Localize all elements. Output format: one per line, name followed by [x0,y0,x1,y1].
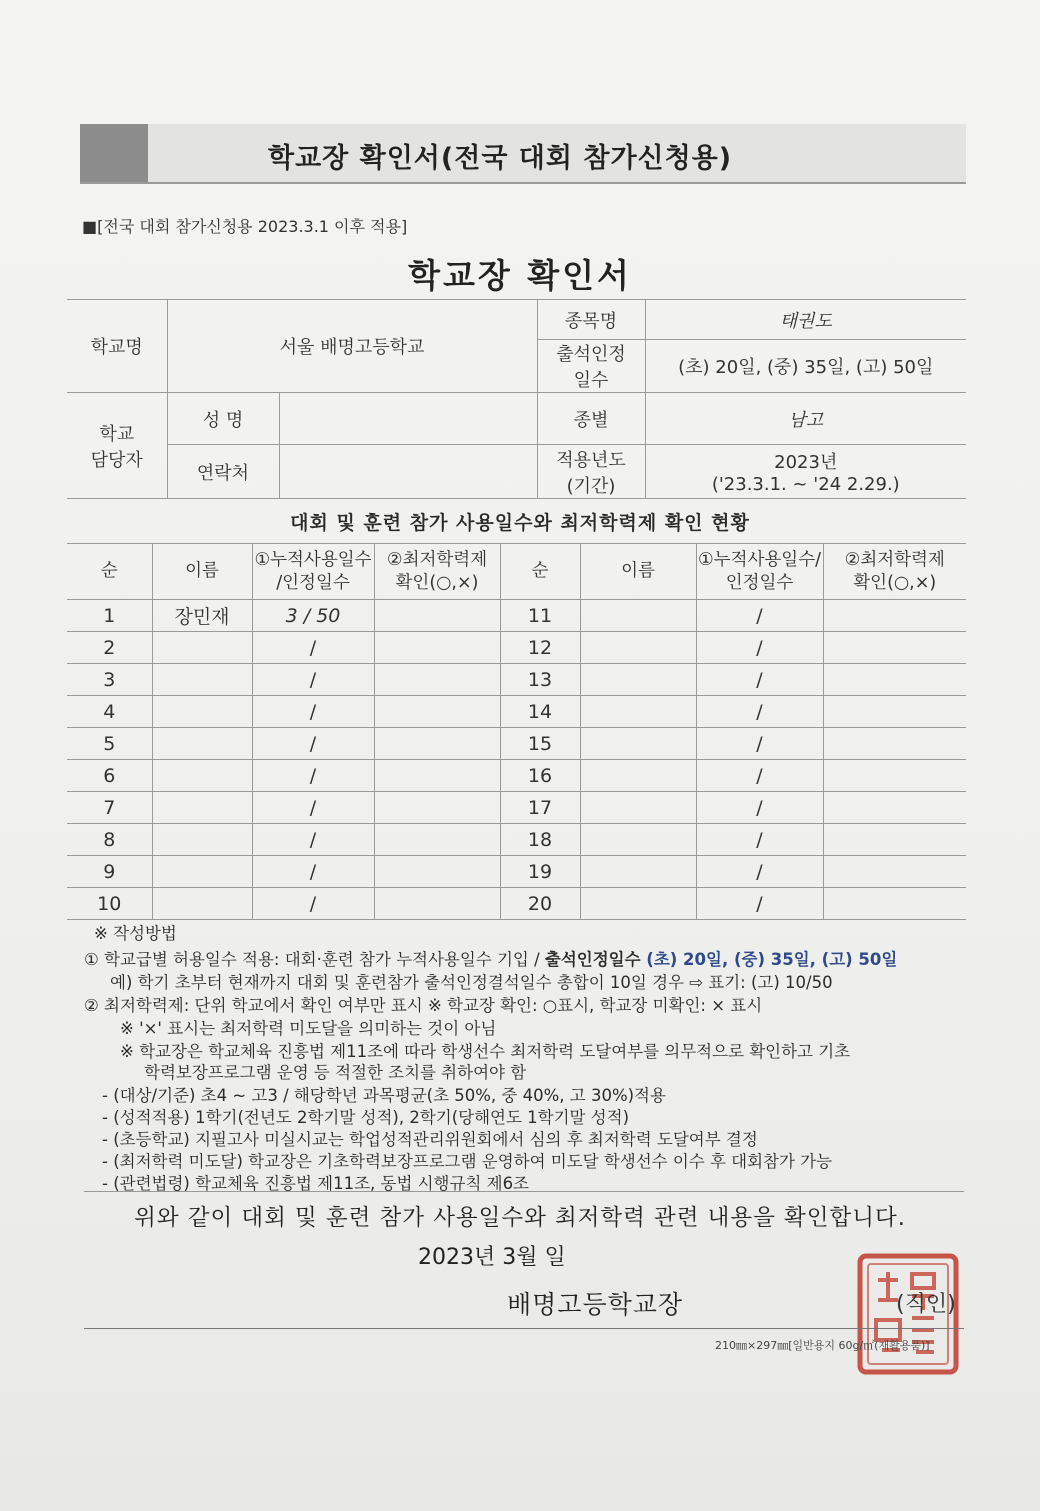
row-min-cell [374,728,500,760]
row-min-cell [374,600,500,632]
row-name-cell [580,696,696,728]
row-name-cell [152,792,252,824]
row-min-cell [823,664,966,696]
row-name-cell [580,792,696,824]
row-no-cell: 9 [67,856,152,888]
form-prefix: ■[전국 대회 참가신청용 2023.3.1 이후 적용] [82,217,408,236]
page-title: 학교장 확인서 [408,256,632,295]
row-min-cell [823,632,966,664]
attendance-label-line1: 출석인정 [556,344,626,365]
note-6: 학력보장프로그램 운영 등 적절한 조치를 취하여야 함 [144,1063,527,1082]
row-no-cell: 12 [500,632,580,664]
row-min-cell [374,760,500,792]
note-1-blue: (초) 20일, (중) 35일, (고) 50일 [640,950,898,969]
row-days-cell: / [696,888,823,920]
name-label: 성 명 [167,393,279,445]
table-row [67,728,966,760]
note-5: ※ 학교장은 학교체육 진흥법 제11조에 따라 학생선수 최저학력 도달여부를 의무적으로 확인하고 기초 [120,1042,851,1061]
row-days-cell: / [252,696,374,728]
year-value-line2: ('23.3.1. ~ '24 2.29.) [711,474,900,495]
row-name-cell [580,728,696,760]
row-days-cell: 3 / 50 [252,600,374,632]
row-name-cell [580,760,696,792]
attendance-body [67,600,966,920]
row-no-cell: 15 [500,728,580,760]
header-days-right-line2: 인정일수 [725,572,794,593]
school-value: 서울 배명고등학교 [167,300,537,393]
row-name-cell [152,696,252,728]
header-name-left: 이름 [152,544,252,600]
row-min-cell [823,792,966,824]
row-min-cell [823,600,966,632]
paper-spec: 210㎜×297㎜[일반용지 60g/㎡(재활용품)] [715,1339,930,1352]
row-days-cell: / [696,632,823,664]
table-row [67,792,966,824]
manager-label [67,393,167,499]
table-row [67,696,966,728]
row-days-cell: / [696,728,823,760]
header-min-left-line2: 확인(○,×) [395,572,479,593]
row-no-cell: 20 [500,888,580,920]
row-min-cell [374,792,500,824]
table-row [67,632,966,664]
year-label [537,445,645,499]
attendance-table [67,543,966,920]
row-name-cell [152,728,252,760]
row-days-cell: / [696,856,823,888]
row-no-cell: 11 [500,600,580,632]
row-no-cell: 17 [500,792,580,824]
note-9: - (초등학교) 지필고사 미실시교는 학업성적관리위원회에서 심의 후 최저학력 도달여부 결정 [102,1130,758,1149]
row-name-cell [152,856,252,888]
row-min-cell [823,888,966,920]
row-name-cell: 장민재 [152,600,252,632]
header-days-right [696,544,823,600]
manager-label-line1: 학교 [99,423,135,445]
row-no-cell: 19 [500,856,580,888]
section-title: 대회 및 훈련 참가 사용일수와 최저학력제 확인 현황 [290,512,750,534]
attendance-label-line2: 일수 [573,370,609,391]
info-table [67,299,966,499]
header-band [80,124,966,184]
row-name-cell [152,632,252,664]
row-days-cell: / [696,664,823,696]
principal-name: 배명고등학교장 [507,1290,684,1319]
row-no-cell: 14 [500,696,580,728]
table-row [67,856,966,888]
header-days-right-line1: ①누적사용일수/ [697,549,821,570]
table-row [67,600,966,632]
contact-label: 연락처 [167,445,279,499]
row-no-cell: 13 [500,664,580,696]
row-no-cell: 10 [67,888,152,920]
header-min-left [374,544,500,600]
row-min-cell [374,888,500,920]
footer-divider [84,1328,964,1329]
header-no-right: 순 [500,544,580,600]
row-days-cell: / [252,824,374,856]
row-no-cell: 8 [67,824,152,856]
row-days-cell: / [252,664,374,696]
note-3: ② 최저학력제: 단위 학교에서 확인 여부만 표시 ※ 학교장 확인: ○표시, 학교장 미확인: × 표시 [84,996,763,1015]
row-no-cell: 3 [67,664,152,696]
row-no-cell: 4 [67,696,152,728]
note-1 [84,946,897,970]
note-8: - (성적적용) 1학기(전년도 2학기말 성적), 2학기(당해연도 1학기말 성적) [102,1108,630,1127]
header-min-left-line1: ②최저학력제 [386,549,488,570]
header-block [80,124,148,182]
row-name-cell [152,760,252,792]
note-1-text: ① 학교급별 허용일수 적용: 대회·훈련 참가 누적사용일수 기입 / [84,950,545,969]
row-min-cell [823,824,966,856]
note-2: 예) 학기 초부터 현재까지 대회 및 훈련참가 출석인정결석일수 총합이 10일 경우 ⇨ 표기: (고) 10/50 [110,973,833,992]
row-name-cell [580,856,696,888]
row-days-cell: / [252,632,374,664]
row-days-cell: / [696,696,823,728]
row-min-cell [374,824,500,856]
row-min-cell [374,856,500,888]
row-min-cell [823,728,966,760]
row-name-cell [152,824,252,856]
table-row [67,664,966,696]
header-name-right: 이름 [580,544,696,600]
row-no-cell: 6 [67,760,152,792]
table-row [67,760,966,792]
row-name-cell [580,888,696,920]
row-min-cell [823,856,966,888]
year-value [645,445,966,499]
notes-heading: ※ 작성방법 [94,924,177,943]
note-7: - (대상/기준) 초4 ~ 고3 / 해당학년 과목평균(초 50%, 중 40%, 고 30%)적용 [102,1086,666,1105]
header-days-left-line2: /인정일수 [276,572,350,593]
row-name-cell [580,824,696,856]
row-no-cell: 2 [67,632,152,664]
note-11: - (관련법령) 학교체육 진흥법 제11조, 동법 시행규칙 제6조 [102,1174,529,1193]
note-10: - (최저학력 미도달) 학교장은 기초학력보장프로그램 운영하여 미도달 학생선수 이수 후 대회참가 가능 [102,1152,833,1171]
row-name-cell [580,664,696,696]
row-days-cell: / [696,792,823,824]
notes-divider [84,1191,964,1192]
table-header-row [67,544,966,600]
row-days-cell: / [252,760,374,792]
row-no-cell: 5 [67,728,152,760]
seal-label: (직인) [896,1292,956,1317]
row-name-cell [580,632,696,664]
row-days-cell: / [252,888,374,920]
attendance-value: (초) 20일, (중) 35일, (고) 50일 [645,340,966,393]
type-label: 종별 [537,393,645,445]
header-days-left-line1: ①누적사용일수 [254,549,372,570]
row-no-cell: 7 [67,792,152,824]
year-value-line1: 2023년 [774,452,838,473]
row-no-cell: 18 [500,824,580,856]
issue-date: 2023년 3월 일 [418,1245,566,1270]
row-min-cell [374,632,500,664]
row-min-cell [823,760,966,792]
header-min-right-line1: ②최저학력제 [844,549,945,570]
row-name-cell [152,888,252,920]
header-min-right-line2: 확인(○,×) [853,572,937,593]
note-4: ※ '×' 표시는 최저학력 미도달을 의미하는 것이 아님 [120,1019,497,1038]
row-days-cell: / [696,760,823,792]
header-min-right [823,544,966,600]
header-band-title: 학교장 확인서(전국 대회 참가신청용) [268,143,733,174]
row-min-cell [823,696,966,728]
contact-value [279,445,537,499]
event-value: 태권도 [645,300,966,340]
row-no-cell: 16 [500,760,580,792]
note-1-bold: 출석인정일수 [544,950,641,969]
row-name-cell [580,600,696,632]
row-min-cell [374,664,500,696]
manager-label-line2: 담당자 [90,449,143,471]
row-days-cell: / [696,600,823,632]
table-row [67,888,966,920]
header-days-left [252,544,374,600]
school-label: 학교명 [67,300,167,393]
year-label-line2: (기간) [566,475,616,497]
event-label: 종목명 [537,300,645,340]
type-value: 남고 [645,393,966,445]
table-row [67,824,966,856]
row-days-cell: / [252,728,374,760]
row-min-cell [374,696,500,728]
attendance-label [537,340,645,393]
row-no-cell: 1 [67,600,152,632]
confirm-statement: 위와 같이 대회 및 훈련 참가 사용일수와 최저학력 관련 내용을 확인합니다. [134,1205,906,1231]
header-no-left: 순 [67,544,152,600]
row-name-cell [152,664,252,696]
row-days-cell: / [252,792,374,824]
row-days-cell: / [696,824,823,856]
name-value [279,393,537,445]
row-days-cell: / [252,856,374,888]
year-label-line1: 적용년도 [556,449,626,471]
